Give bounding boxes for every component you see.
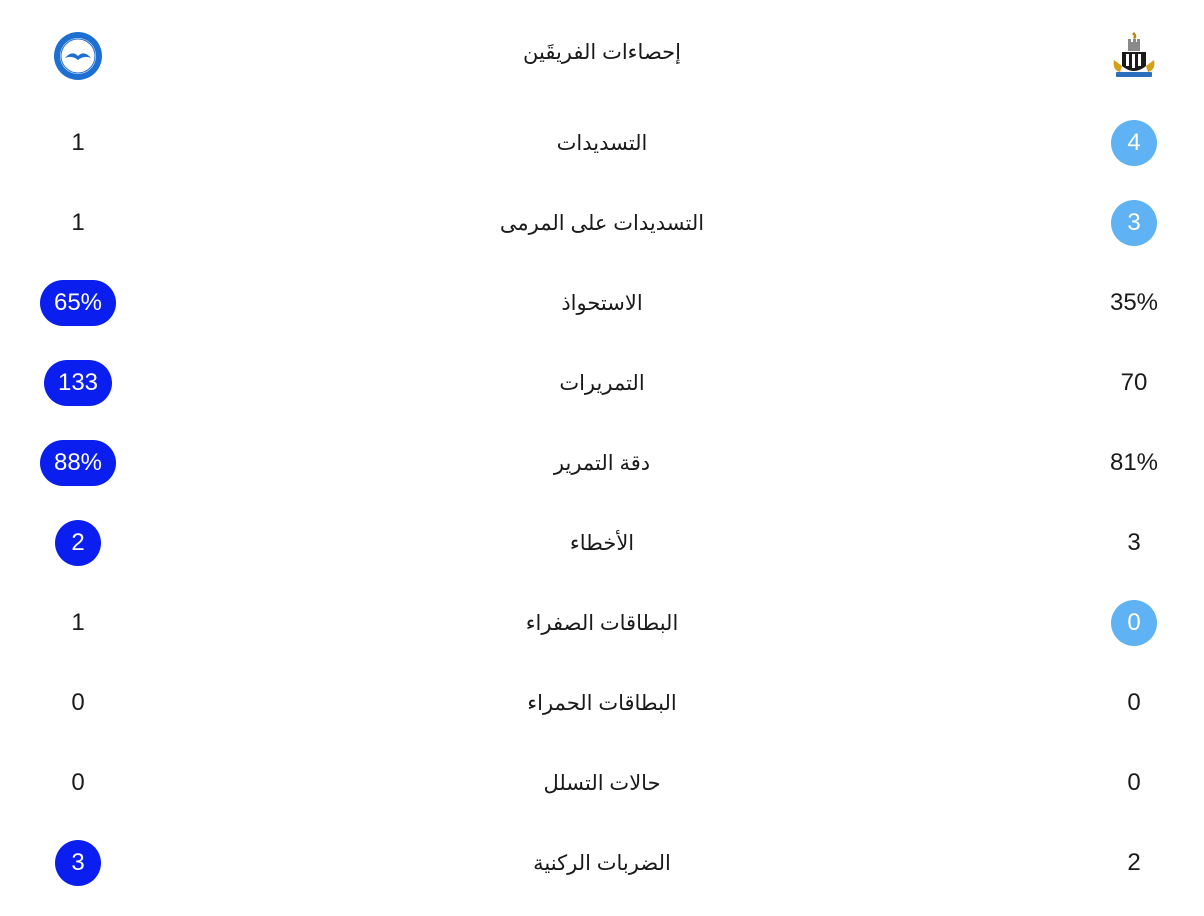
home-stat-value	[1100, 600, 1168, 646]
page-title: إحصاءات الفريقَين	[523, 41, 681, 64]
home-value-text: 35%	[1109, 289, 1159, 316]
stat-row	[0, 424, 1204, 504]
home-stat-value	[1100, 200, 1168, 246]
away-value-text: 2	[55, 520, 101, 566]
home-stat-value	[1100, 360, 1168, 406]
away-value-text: 1	[71, 609, 85, 636]
home-stat-value	[1100, 760, 1168, 806]
away-stat-value	[32, 120, 124, 166]
home-stat-value	[1100, 440, 1168, 486]
away-stat-value	[32, 440, 124, 486]
away-value-text: 0	[71, 769, 85, 796]
away-stat-value	[32, 360, 124, 406]
away-value-text: 133	[44, 360, 112, 406]
stat-row	[0, 104, 1204, 184]
home-value-text: 3	[1111, 200, 1157, 246]
stat-label: التسديدات	[556, 132, 648, 155]
home-value-text: 0	[1111, 600, 1157, 646]
stat-label: حالات التسلل	[543, 772, 661, 795]
stat-label: التمريرات	[559, 372, 645, 395]
home-value-text: 81%	[1109, 449, 1159, 476]
away-stat-value	[32, 840, 124, 886]
stat-row	[0, 504, 1204, 584]
stat-row	[0, 264, 1204, 344]
home-value-text: 0	[1127, 689, 1141, 716]
home-stat-value	[1100, 680, 1168, 726]
away-value-text: 88%	[40, 440, 116, 486]
stat-label: دقة التمرير	[553, 452, 651, 475]
stat-label: البطاقات الحمراء	[527, 692, 677, 715]
stat-row	[0, 744, 1204, 824]
away-stat-value	[32, 680, 124, 726]
away-stat-value	[32, 760, 124, 806]
home-value-text: 0	[1127, 769, 1141, 796]
away-stat-value	[32, 600, 124, 646]
stat-label: الضربات الركنية	[533, 852, 671, 875]
away-value-text: 1	[71, 209, 85, 236]
away-stat-value	[32, 200, 124, 246]
away-value-text: 65%	[40, 280, 116, 326]
home-value-text: 2	[1127, 849, 1141, 876]
away-value-text: 3	[55, 840, 101, 886]
stat-row	[0, 664, 1204, 744]
away-value-text: 0	[71, 689, 85, 716]
stat-label: البطاقات الصفراء	[525, 612, 679, 635]
away-stat-value	[32, 520, 124, 566]
stat-label: الأخطاء	[569, 532, 635, 555]
home-stat-value	[1100, 280, 1168, 326]
stat-label: الاستحواذ	[561, 292, 643, 315]
home-stat-value	[1100, 120, 1168, 166]
stat-row	[0, 184, 1204, 264]
away-value-text: 1	[71, 129, 85, 156]
stat-row	[0, 824, 1204, 904]
stat-row	[0, 344, 1204, 424]
home-stat-value	[1100, 520, 1168, 566]
stats-header	[0, 0, 1204, 110]
newcastle-crest-icon[interactable]	[1108, 30, 1160, 82]
home-value-text: 3	[1127, 529, 1141, 556]
stat-row	[0, 584, 1204, 664]
home-value-text: 70	[1120, 369, 1148, 396]
brighton-crest-icon[interactable]	[52, 30, 104, 82]
home-stat-value	[1100, 840, 1168, 886]
stat-label: التسديدات على المرمى	[499, 212, 705, 235]
home-value-text: 4	[1111, 120, 1157, 166]
away-stat-value	[32, 280, 124, 326]
